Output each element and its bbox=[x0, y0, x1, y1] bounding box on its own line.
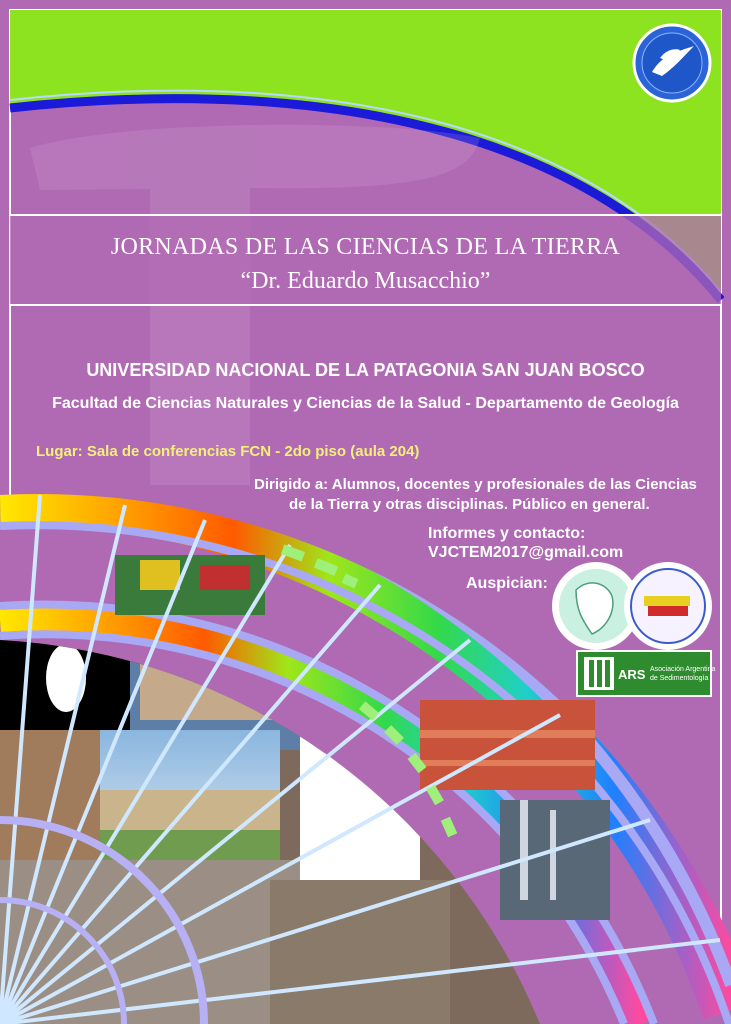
sponsors-label: Auspician: bbox=[466, 575, 548, 592]
event-title: JORNADAS DE LAS CIENCIAS DE LA TIERRA bbox=[110, 234, 621, 260]
ars-abbrev: ARS bbox=[618, 667, 646, 682]
university-seal-icon bbox=[634, 25, 710, 101]
ars-name-line2: de Sedimentología bbox=[650, 675, 709, 682]
venue-text: Lugar: Sala de conferencias FCN - 2do piso (aula 204) bbox=[36, 443, 420, 460]
ars-logo bbox=[577, 651, 715, 696]
geologists-council-logo-icon bbox=[624, 562, 712, 650]
event-subtitle: “Dr. Eduardo Musacchio” bbox=[240, 268, 491, 294]
contact-email[interactable]: VJCTEM2017@gmail.com bbox=[428, 544, 624, 561]
audience-line2: de la Tierra y otras disciplinas. Público en general. bbox=[289, 496, 650, 513]
contact-label: Informes y contacto: bbox=[428, 525, 586, 542]
audience-line1: Dirigido a: Alumnos, docentes y profesionales de las Ciencias bbox=[254, 476, 697, 493]
university-name: UNIVERSIDAD NACIONAL DE LA PATAGONIA SAN JUAN BOSCO bbox=[86, 360, 645, 380]
faculty-name: Facultad de Ciencias Naturales y Ciencias de la Salud - Departamento de Geología bbox=[52, 395, 679, 412]
ars-name-line1: Asociación Argentina bbox=[650, 666, 716, 673]
